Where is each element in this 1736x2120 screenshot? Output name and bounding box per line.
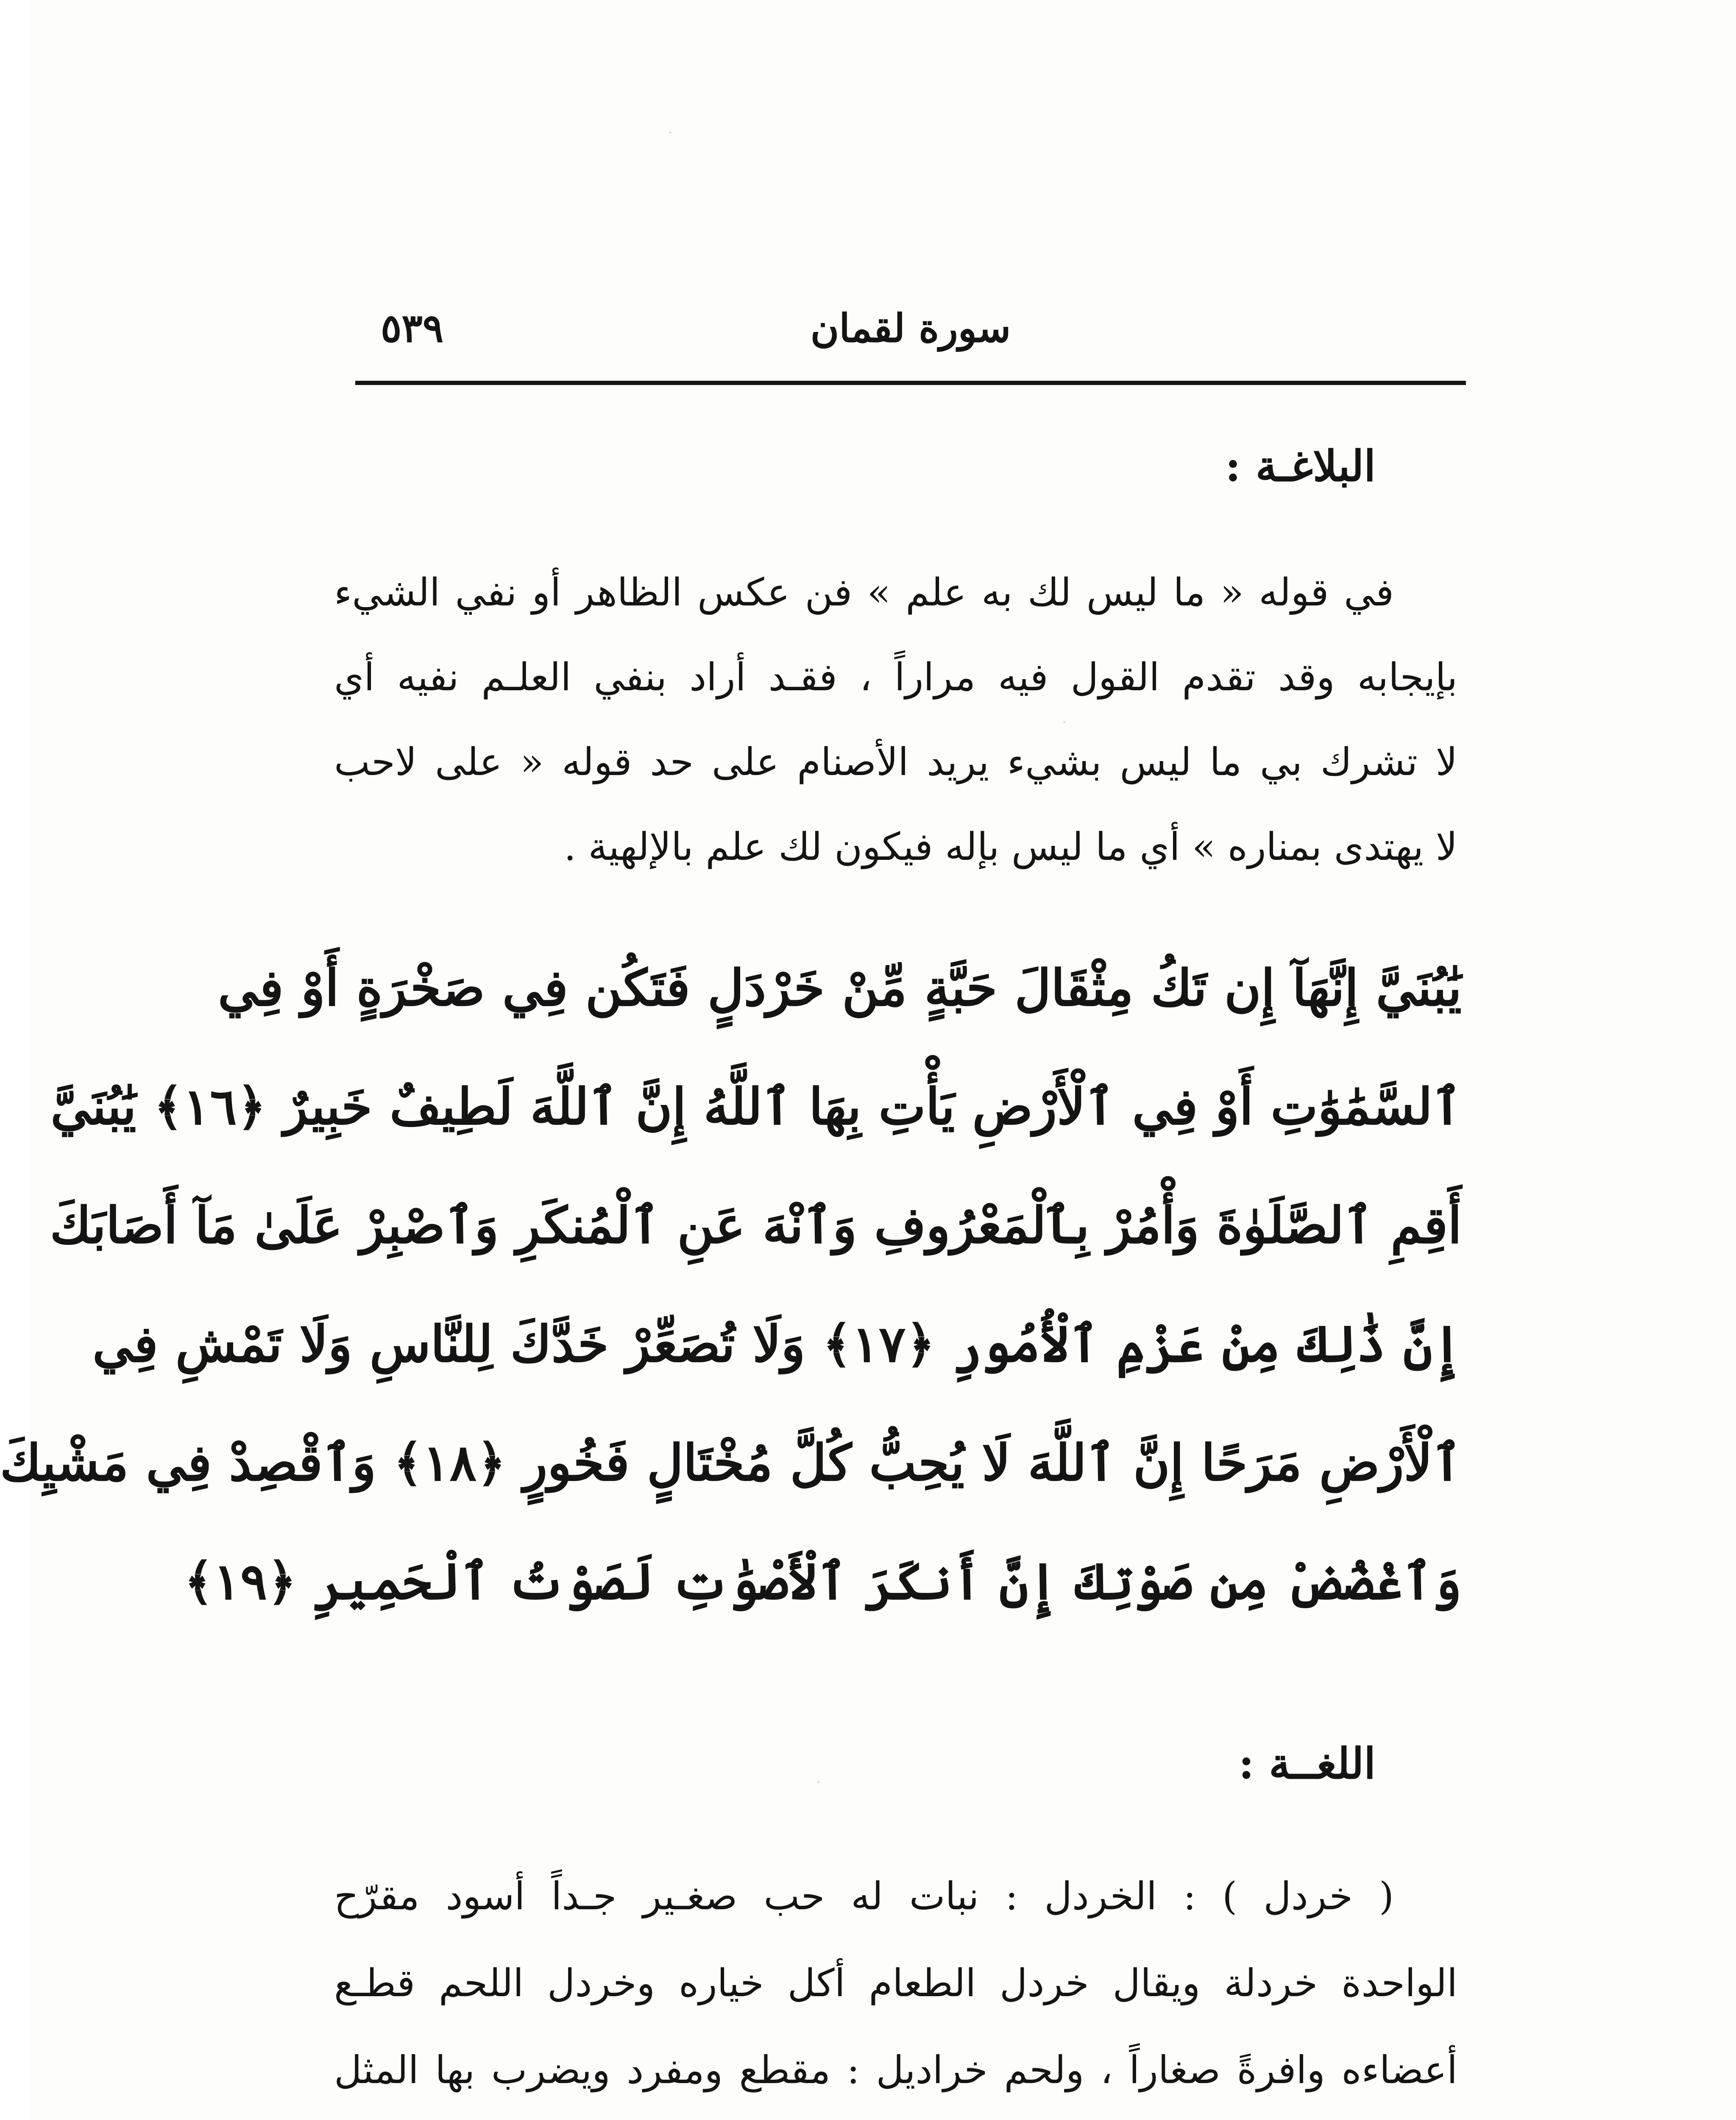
paper-speck <box>669 131 672 134</box>
surah-title: سورة لقمان <box>810 305 1011 351</box>
section-heading-lugha: اللغــة : <box>1238 1738 1376 1788</box>
section-heading-balagha: البلاغـة : <box>1225 441 1376 491</box>
paper-speck <box>817 1781 820 1783</box>
header-rule <box>355 381 1466 385</box>
lugha-line-3: أعضاءه وافرةً صغاراً ، ولحم خراديل : مقطع ومفرد ويضرب بها المثل <box>334 2048 1457 2092</box>
paper-speck <box>1063 721 1066 723</box>
lugha-line-2: الواحدة خردلة ويقال خردل الطعام أكل خياره وخردل اللحم قطـع <box>334 1961 1457 2006</box>
verse-line-2: ٱلسَّمَٰوَٰتِ أَوْ فِي ٱلْأَرْضِ يَأْتِ بِهَا ٱللَّهُ إِنَّ ٱللَّهَ لَطِيفٌ خَبِيرٌ ﴿١٦﴾ يَٰبُنَيَّ <box>50 1077 1462 1136</box>
page-number: ٥٣٩ <box>381 305 444 351</box>
balagha-line-2: بإيجابه وقد تقدم القول فيه مراراً ، فقـد أراد بنفي العلـم نفيه أي <box>334 655 1457 700</box>
lugha-line-1: ( خردل ) : الخردل : نبات له حب صغـير جـداً أسود مقرّح <box>334 1874 1394 1919</box>
verse-line-3: أَقِمِ ٱلصَّلَوٰةَ وَأْمُرْ بِٱلْمَعْرُوفِ وَٱنْهَ عَنِ ٱلْمُنكَرِ وَٱصْبِرْ عَلَىٰ مَآ أَصَابَكَ <box>50 1196 1462 1255</box>
verse-line-1: يَٰبُنَيَّ إِنَّهَآ إِن تَكُ مِثْقَالَ حَبَّةٍ مِّنْ خَرْدَلٍ فَتَكُن فِي صَخْرَةٍ أَوْ فِي <box>217 958 1462 1017</box>
running-header <box>355 297 1466 365</box>
verse-line-5: ٱلْأَرْضِ مَرَحًا إِنَّ ٱللَّهَ لَا يُحِبُّ كُلَّ مُخْتَالٍ فَخُورٍ ﴿١٨﴾ وَٱقْصِدْ فِي مَشْيِكَ <box>0 1433 1462 1492</box>
balagha-line-1: في قوله « ما ليس لك به علم » فن عكس الظاهر أو نفي الشيء <box>334 570 1394 615</box>
balagha-line-3: لا تشرك بي ما ليس بشيء يريد الأصنام على حد قوله « على لاحب <box>334 740 1457 784</box>
verse-line-4: إِنَّ ذَٰلِكَ مِنْ عَزْمِ ٱلْأُمُورِ ﴿١٧﴾ وَلَا تُصَعِّرْ خَدَّكَ لِلنَّاسِ وَلَا تَمْشِ فِي <box>92 1314 1462 1373</box>
balagha-line-4: لا يهتدى بمناره » أي ما ليس بإله فيكون لك علم بالإلهية . <box>564 825 1457 869</box>
verse-line-6: وَٱغْضُضْ مِن صَوْتِكَ إِنَّ أَنكَرَ ٱلْأَصْوَٰتِ لَصَوْتُ ٱلْحَمِيرِ ﴿١٩﴾ <box>184 1552 1462 1611</box>
